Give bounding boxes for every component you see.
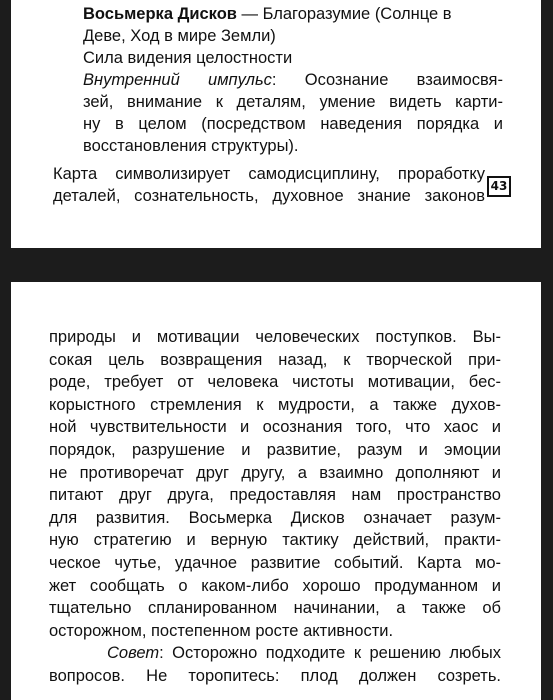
body-line: ческое чутье, удачное развитие событий. Карта мо- [49,553,501,572]
body-line: ную стратегию и верную тактику действий, практи- [49,531,501,550]
bottom-page [11,282,541,700]
body-paragraph [49,326,501,688]
advice-label: Совет [107,644,160,663]
card-title: Восьмерка Дисков [83,5,237,23]
summary-line: Карта символизирует самодисциплину, проработку [53,165,485,183]
body-line: корыстного стремления к мудрости, а также духов- [49,395,501,414]
body-line: не противоречат друг другу, а взаимно дополняют и [49,463,501,482]
body-line: для развития. Восьмерка Дисков означает разум- [49,508,501,527]
impulse-line [83,69,503,91]
impulse-text-line: ну в целом (посредством наведения порядка и [83,115,503,133]
card-entry [83,3,503,157]
body-line: природы и мотивации человеческих поступков. Вы- [49,328,501,346]
page-number-badge: 43 [487,176,511,197]
impulse-text: : Осознание взаимосвя- [271,71,503,89]
body-line: роде, требует от человека чистоты мотивации, бес- [49,373,501,392]
advice-text: : Осторожно подходите к решению любых [159,644,501,663]
card-keyword: Сила видения целостности [83,49,293,67]
body-line: ной чувствительности и осознания того, что хаос и [49,418,501,437]
body-line: тщательно спланированном начинании, а также об [49,599,501,618]
impulse-text-line: восстановления структуры). [83,137,299,155]
body-line: порядок, разрушение и развитие, разум и эмоции [49,440,501,459]
card-subtitle-continued: Деве, Ход в мире Земли) [83,27,276,45]
impulse-label: Внутренний импульс [83,71,272,89]
body-line: сокая цель возвращения назад, к творческой при- [49,350,501,369]
body-line: питают друг друга, предоставляя нам пространство [49,486,501,505]
entry-heading-line [83,3,503,25]
body-line: осторожном, постепенном росте активности. [49,621,394,640]
advice-line [49,642,501,665]
impulse-text-line: зей, внимание к деталям, умение видеть карти- [83,93,503,111]
card-subtitle: — Благоразумие (Солнце в [241,5,452,23]
summary-line: деталей, сознательность, духовное знание законов [53,187,485,205]
body-line: жет сообщать о каком-либо хорошо продуманном и [49,576,501,595]
top-page [11,0,541,248]
advice-text-line: вопросов. Не торопитесь: плод должен созреть. [49,666,501,685]
card-summary [53,163,485,207]
